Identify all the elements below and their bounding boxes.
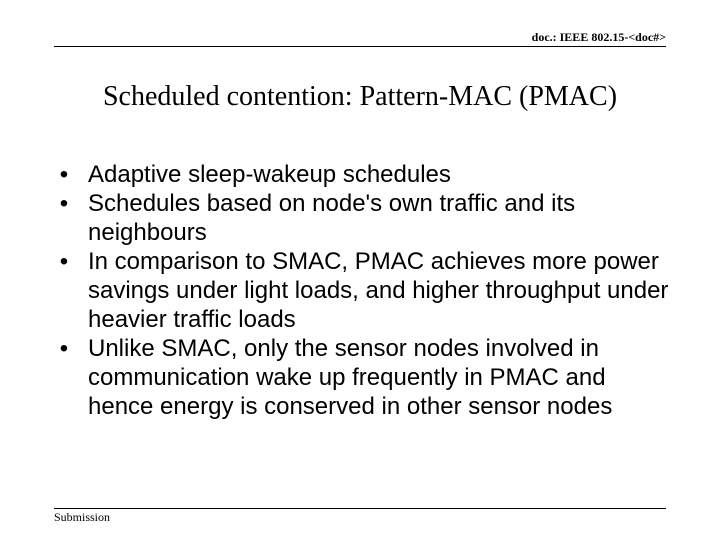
bullet-icon: • <box>59 335 69 362</box>
document-id: doc.: IEEE 802.15-<doc#> <box>531 30 666 44</box>
footer-label: Submission <box>54 510 111 524</box>
bullet-icon: • <box>59 248 69 275</box>
bullet-text: In comparison to SMAC, PMAC achieves more power savings under light loads, and higher throughput under heavier traffic loads <box>88 248 669 333</box>
bullet-item <box>54 334 674 421</box>
slide-title: Scheduled contention: Pattern-MAC (PMAC) <box>102 81 618 112</box>
bullet-item <box>54 160 674 189</box>
bullet-item <box>54 247 674 334</box>
bullet-text: Schedules based on node's own traffic and its neighbours <box>88 190 576 246</box>
bullet-item <box>54 189 674 247</box>
bullet-list <box>54 160 674 421</box>
footer-divider <box>54 508 666 509</box>
bullet-text: Adaptive sleep-wakeup schedules <box>88 161 451 188</box>
header-divider <box>54 46 666 47</box>
bullet-icon: • <box>59 190 69 217</box>
bullet-icon: • <box>59 161 69 188</box>
bullet-text: Unlike SMAC, only the sensor nodes involved in communication wake up frequently in PMAC and hence energy is conserved in other sensor nodes <box>88 335 613 420</box>
